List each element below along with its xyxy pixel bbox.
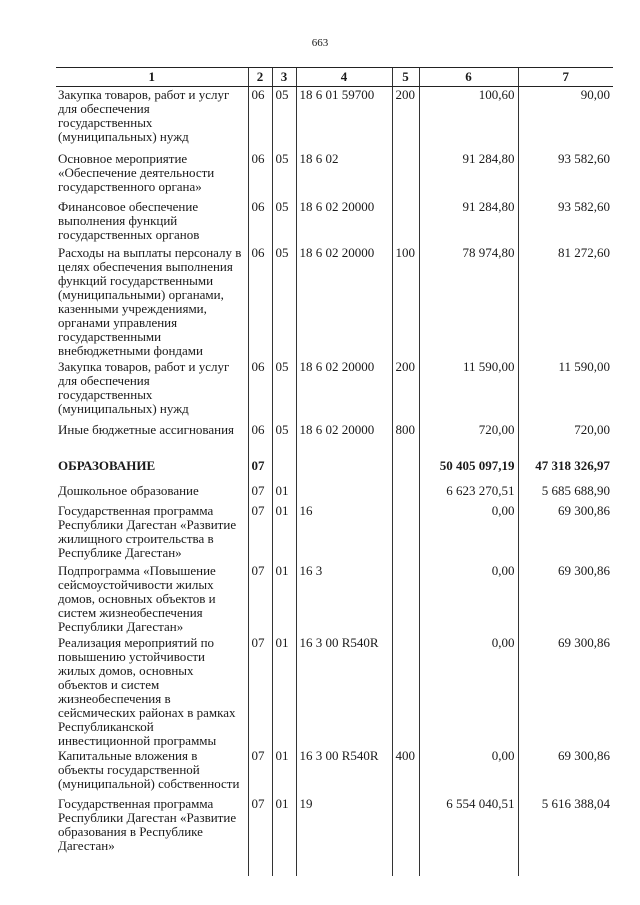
section-code-cell: 07 <box>248 635 272 748</box>
header-row <box>56 68 613 87</box>
amount-year2-cell: 93 582,60 <box>518 199 613 245</box>
subsection-code-cell: 01 <box>272 503 296 563</box>
header-cell: 3 <box>272 68 296 87</box>
amount-year1-cell: 100,60 <box>419 87 518 151</box>
section-code-cell: 06 <box>248 245 272 359</box>
target-article-cell: 16 3 00 R540R <box>296 635 392 748</box>
amount-year1-cell: 720,00 <box>419 422 518 458</box>
amount-year2-cell: 93 582,60 <box>518 151 613 199</box>
amount-year1-cell: 91 284,80 <box>419 199 518 245</box>
header-cell: 2 <box>248 68 272 87</box>
table-row <box>56 458 613 483</box>
target-article-cell: 18 6 02 20000 <box>296 422 392 458</box>
section-code-cell: 06 <box>248 359 272 422</box>
amount-year2-cell: 81 272,60 <box>518 245 613 359</box>
expense-type-cell: 400 <box>392 748 419 796</box>
row-name-cell: Государственная программа Республики Дагестан «Развитие образования в Республике Дагестан» <box>58 795 237 853</box>
subsection-code-cell: 05 <box>272 199 296 245</box>
row-name-cell: Подпрограмма «Повышение сейсмоустойчивости жилых домов, основных объектов и систем жизнеобеспечения Республики Дагестан» <box>58 562 216 634</box>
table-row <box>56 748 613 796</box>
header-cell: 1 <box>56 68 248 87</box>
target-article-cell: 16 <box>296 503 392 563</box>
header-cell: 4 <box>296 68 392 87</box>
amount-year1-cell: 50 405 097,19 <box>419 458 518 483</box>
row-name-cell: Расходы на выплаты персоналу в целях обеспечения выполнения функций государственными (муниципальными) органами, казенными учреждениями, органами управления государственными внебюджетными фондами <box>58 244 242 358</box>
table-row <box>56 199 613 245</box>
section-code-cell: 07 <box>248 483 272 503</box>
table-row <box>56 483 613 503</box>
table-row <box>56 503 613 563</box>
amount-year1-cell: 0,00 <box>419 635 518 748</box>
row-name-cell: Закупка товаров, работ и услуг для обеспечения государственных (муниципальных) нужд <box>58 87 230 144</box>
target-article-cell: 18 6 02 20000 <box>296 199 392 245</box>
amount-year2-cell: 47 318 326,97 <box>518 458 613 483</box>
row-name-cell: Иные бюджетные ассигнования <box>58 421 235 437</box>
row-name-cell: Дошкольное образование <box>58 482 199 498</box>
header-cell: 7 <box>518 68 613 87</box>
amount-year2-cell: 5 616 388,04 <box>518 796 613 876</box>
amount-year1-cell: 11 590,00 <box>419 359 518 422</box>
section-code-cell: 06 <box>248 151 272 199</box>
amount-year1-cell: 6 623 270,51 <box>419 483 518 503</box>
row-name-cell: Финансовое обеспечение выполнения функций государственных органов <box>58 198 200 242</box>
subsection-code-cell <box>272 458 296 483</box>
target-article-cell: 16 3 00 R540R <box>296 748 392 796</box>
table-row <box>56 245 613 359</box>
target-article-cell: 18 6 02 20000 <box>296 245 392 359</box>
target-article-cell <box>296 483 392 503</box>
section-code-cell: 06 <box>248 422 272 458</box>
subsection-code-cell: 05 <box>272 245 296 359</box>
amount-year1-cell: 0,00 <box>419 563 518 635</box>
table-row <box>56 422 613 458</box>
expense-type-cell: 800 <box>392 422 419 458</box>
amount-year2-cell: 11 590,00 <box>518 359 613 422</box>
expense-type-cell <box>392 796 419 876</box>
subsection-code-cell: 01 <box>272 483 296 503</box>
target-article-cell: 18 6 02 20000 <box>296 359 392 422</box>
section-code-cell: 07 <box>248 748 272 796</box>
amount-year1-cell: 0,00 <box>419 503 518 563</box>
row-name-cell: Реализация мероприятий по повышению устойчивости жилых домов, основных объектов и систем жизнеобеспечения в сейсмических районах в рамках Республиканской инвестиционной программы <box>58 634 236 748</box>
amount-year2-cell: 5 685 688,90 <box>518 483 613 503</box>
amount-year2-cell: 720,00 <box>518 422 613 458</box>
expense-type-cell <box>392 635 419 748</box>
table-row <box>56 359 613 422</box>
table-row <box>56 563 613 635</box>
budget-table <box>56 67 613 876</box>
row-name-cell: Капитальные вложения в объекты государственной (муниципальной) собственности <box>58 747 240 791</box>
row-name-cell: Основное мероприятие «Обеспечение деятельности государственного органа» <box>58 150 215 194</box>
subsection-code-cell: 01 <box>272 563 296 635</box>
expense-type-cell <box>392 563 419 635</box>
expense-type-cell <box>392 503 419 563</box>
target-article-cell: 18 6 01 59700 <box>296 87 392 151</box>
row-name-cell: Государственная программа Республики Дагестан «Развитие жилищного строительства в Республике Дагестан» <box>58 502 237 560</box>
section-code-cell: 06 <box>248 199 272 245</box>
target-article-cell: 18 6 02 <box>296 151 392 199</box>
table-row <box>56 635 613 748</box>
table-row <box>56 87 613 151</box>
expense-type-cell: 200 <box>392 87 419 151</box>
expense-type-cell: 100 <box>392 245 419 359</box>
header-cell: 6 <box>419 68 518 87</box>
amount-year1-cell: 0,00 <box>419 748 518 796</box>
target-article-cell: 19 <box>296 796 392 876</box>
subsection-code-cell: 01 <box>272 796 296 876</box>
section-code-cell: 07 <box>248 458 272 483</box>
subsection-code-cell: 01 <box>272 635 296 748</box>
page-number: 663 <box>311 37 329 49</box>
subsection-code-cell: 01 <box>272 748 296 796</box>
header-cell: 5 <box>392 68 419 87</box>
amount-year2-cell: 69 300,86 <box>518 503 613 563</box>
expense-type-cell <box>392 483 419 503</box>
section-code-cell: 07 <box>248 563 272 635</box>
table-row <box>56 796 613 876</box>
row-name-cell: Закупка товаров, работ и услуг для обеспечения государственных (муниципальных) нужд <box>58 358 230 416</box>
amount-year1-cell: 6 554 040,51 <box>419 796 518 876</box>
amount-year2-cell: 69 300,86 <box>518 563 613 635</box>
subsection-code-cell: 05 <box>272 359 296 422</box>
target-article-cell <box>296 458 392 483</box>
row-name-cell: ОБРАЗОВАНИЕ <box>58 457 156 473</box>
section-code-cell: 06 <box>248 87 272 151</box>
expense-type-cell <box>392 151 419 199</box>
amount-year1-cell: 91 284,80 <box>419 151 518 199</box>
section-code-cell: 07 <box>248 796 272 876</box>
table-row <box>56 151 613 199</box>
section-code-cell: 07 <box>248 503 272 563</box>
target-article-cell: 16 3 <box>296 563 392 635</box>
expense-type-cell: 200 <box>392 359 419 422</box>
subsection-code-cell: 05 <box>272 87 296 151</box>
amount-year1-cell: 78 974,80 <box>419 245 518 359</box>
amount-year2-cell: 69 300,86 <box>518 748 613 796</box>
expense-type-cell <box>392 458 419 483</box>
expense-type-cell <box>392 199 419 245</box>
amount-year2-cell: 69 300,86 <box>518 635 613 748</box>
subsection-code-cell: 05 <box>272 151 296 199</box>
subsection-code-cell: 05 <box>272 422 296 458</box>
amount-year2-cell: 90,00 <box>518 87 613 151</box>
